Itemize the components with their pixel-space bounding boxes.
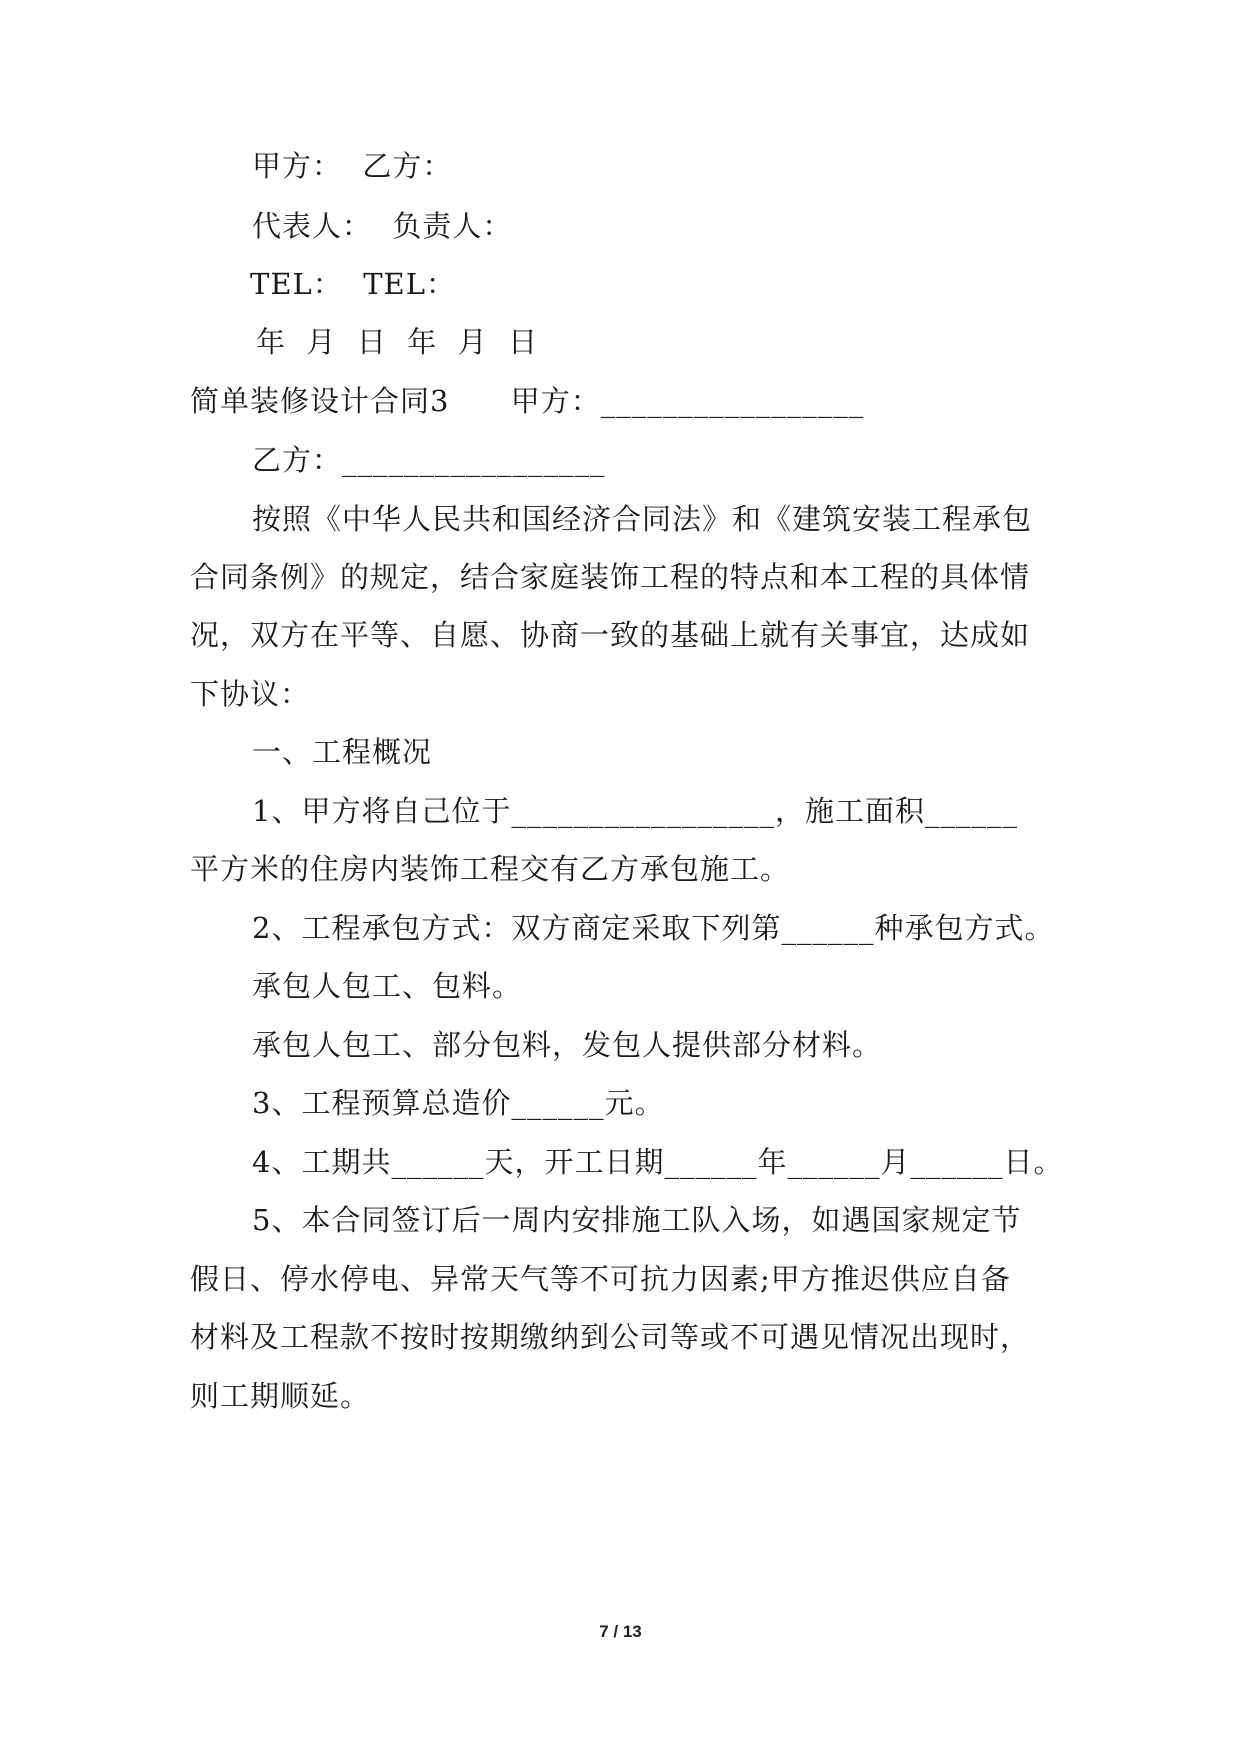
body-paragraph-line: 下协议：	[190, 677, 311, 711]
body-paragraph-line: 况，双方在平等、自愿、协商一致的基础上就有关事宜，达成如	[190, 618, 1031, 652]
clause-line: 材料及工程款不按时按期缴纳到公司等或不可遇见情况出现时，	[190, 1320, 1031, 1354]
body-paragraph-line: 按照《中华人民共和国经济合同法》和《建筑安装工程承包	[252, 502, 1033, 536]
clause-line: 假日、停水停电、异常天气等不可抗力因素;甲方推迟供应自备	[190, 1262, 1011, 1296]
clause-line: 4、工期共______天，开工日期______年______月______日。	[252, 1145, 1064, 1179]
clause-line: 3、工程预算总造价______元。	[252, 1086, 665, 1120]
signature-tel-line: TEL： TEL：	[250, 267, 456, 301]
page-number: 7 / 13	[599, 1622, 642, 1641]
signature-party-line: 甲方： 乙方：	[252, 149, 453, 183]
contract-title-line: 简单装修设计合同3 甲方：_________________	[190, 384, 865, 418]
party-b-line: 乙方：_________________	[252, 443, 606, 477]
clause-line: 平方米的住房内装饰工程交有乙方承包施工。	[190, 852, 791, 886]
section-heading: 一、工程概况	[252, 735, 433, 769]
signature-representative-line: 代表人： 负责人：	[252, 209, 513, 243]
clause-line: 承包人包工、包料。	[252, 969, 523, 1003]
signature-date-line: 年 月 日 年 月 日	[256, 325, 539, 359]
body-paragraph-line: 合同条例》的规定，结合家庭装饰工程的特点和本工程的具体情	[190, 560, 1031, 594]
clause-line: 则工期顺延。	[190, 1379, 371, 1413]
clause-line: 承包人包工、部分包料，发包人提供部分材料。	[252, 1028, 883, 1062]
clause-line: 2、工程承包方式：双方商定采取下列第______种承包方式。	[252, 911, 1055, 945]
clause-line: 1、甲方将自己位于_________________，施工面积______	[252, 794, 1018, 828]
clause-line: 5、本合同签订后一周内安排施工队入场，如遇国家规定节	[252, 1203, 1022, 1237]
